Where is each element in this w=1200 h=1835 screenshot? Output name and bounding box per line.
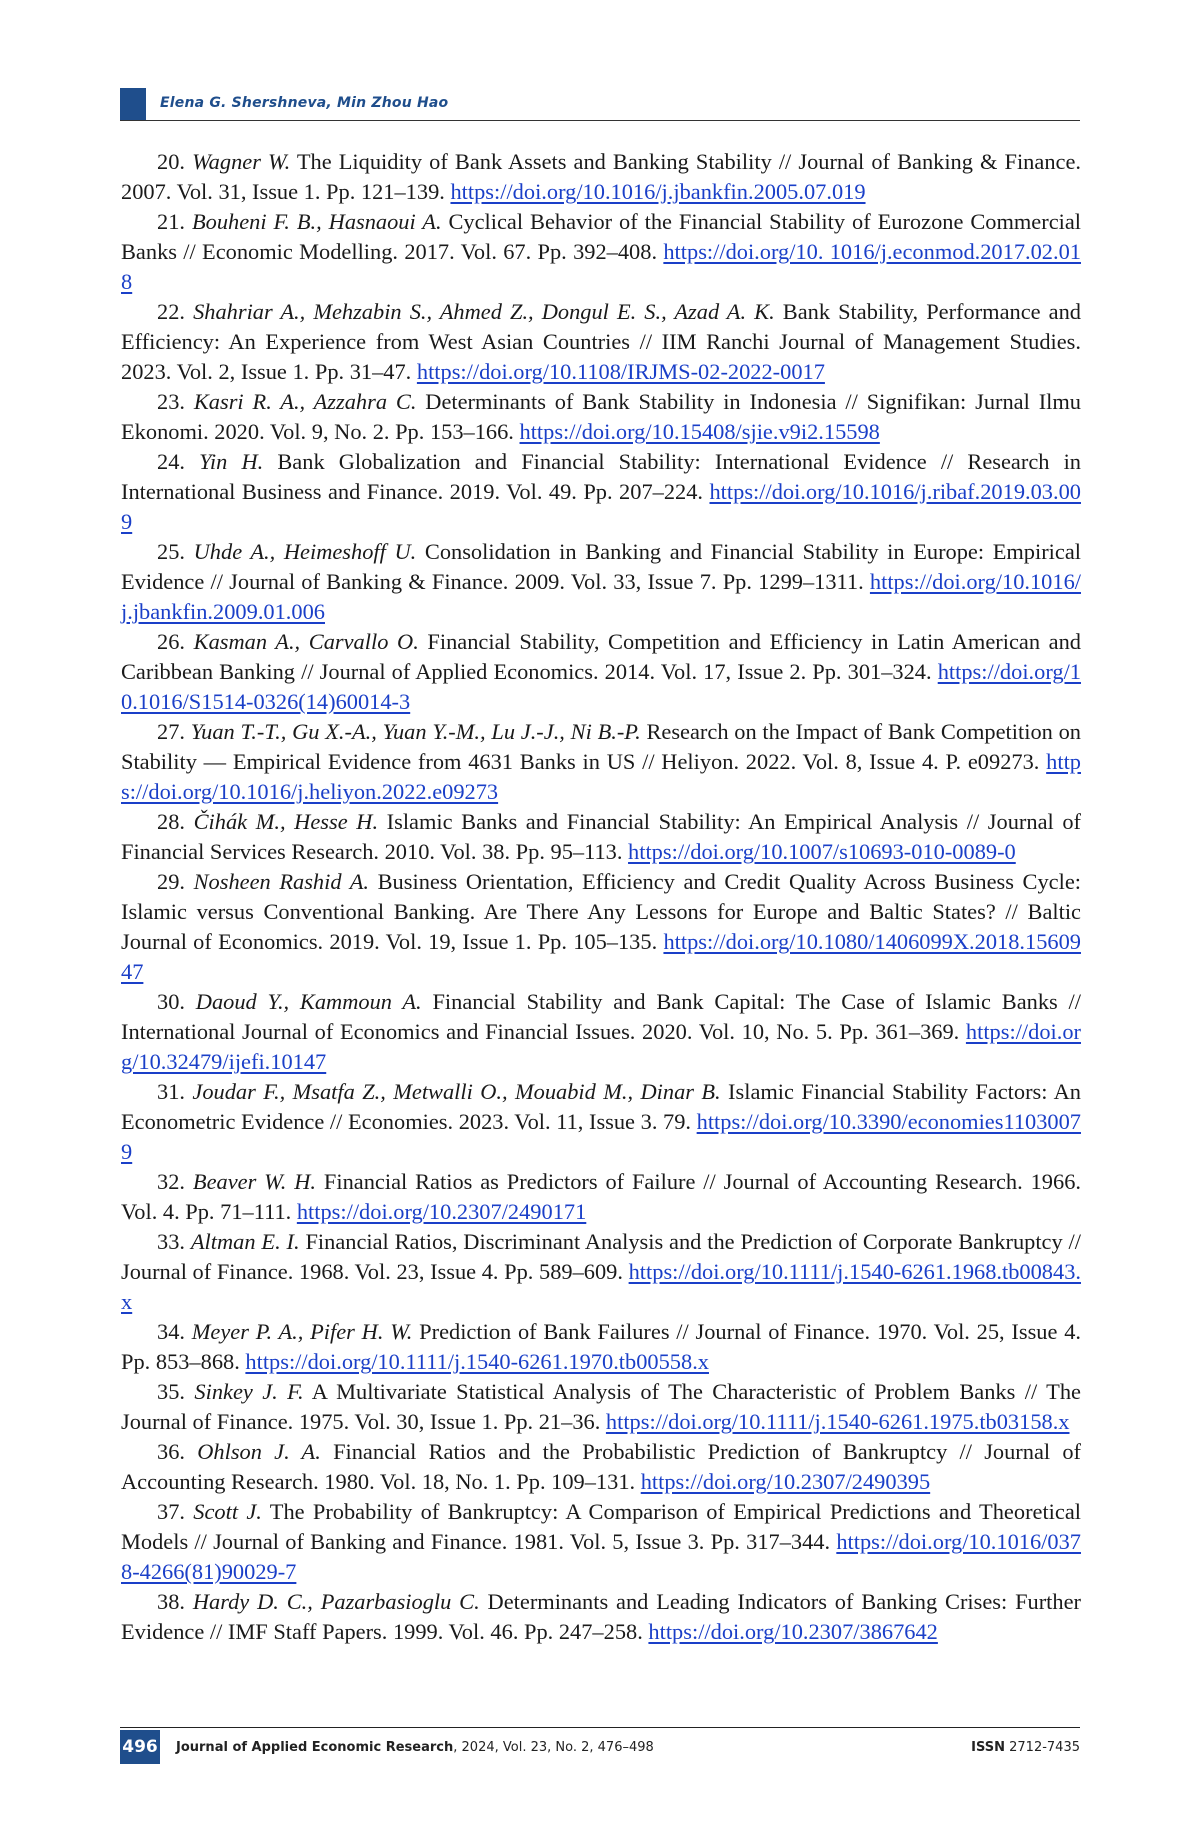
reference-number: 34.: [157, 1319, 185, 1344]
reference-authors: Kasman A., Carvallo O.: [193, 629, 419, 654]
reference-item: [121, 987, 1081, 1077]
reference-doi-link[interactable]: https://doi.org/10.1111/j.1540-6261.1968.tb00843.x: [121, 1259, 1081, 1314]
reference-number: 33.: [157, 1229, 185, 1254]
reference-number: 25.: [157, 539, 185, 564]
reference-item: [121, 147, 1081, 207]
reference-text: Consolidation in Banking and Financial Stability in Europe: Empirical Evidence // Journal of Banking & Finance. 2009. Vol. 33, Issue 7. Pp. 1299–1311.: [121, 539, 1081, 594]
reference-item: [121, 1077, 1081, 1167]
reference-number: 20.: [157, 149, 185, 174]
reference-authors: Yuan T.-T., Gu X.-A., Yuan Y.-M., Lu J.-J., Ni B.-P.: [190, 719, 641, 744]
reference-doi-link[interactable]: https://doi.org/10. 1016/j.econmod.2017.02.018: [121, 239, 1081, 294]
reference-authors: Čihák M., Hesse H.: [193, 809, 379, 834]
reference-number: 30.: [157, 989, 185, 1014]
reference-item: [121, 627, 1081, 717]
reference-authors: Altman E. I.: [190, 1229, 300, 1254]
reference-text: The Liquidity of Bank Assets and Banking Stability // Journal of Banking & Finance. 2007. Vol. 31, Issue 1. Pp. 121–139.: [121, 149, 1081, 204]
reference-item: [121, 447, 1081, 537]
reference-doi-link[interactable]: https://doi.org/10.1016/j.ribaf.2019.03.009: [121, 479, 1081, 534]
reference-item: [121, 1317, 1081, 1377]
footer-journal-name: Journal of Applied Economic Research: [176, 1740, 454, 1755]
reference-authors: Bouheni F. B., Hasnaoui A.: [191, 209, 442, 234]
reference-number: 21.: [157, 209, 185, 234]
reference-number: 38.: [157, 1589, 185, 1614]
footer-journal-details: , 2024, Vol. 23, No. 2, 476–498: [453, 1740, 654, 1755]
reference-doi-link[interactable]: https://doi.org/10.2307/3867642: [648, 1619, 938, 1644]
reference-authors: Sinkey J. F.: [194, 1379, 304, 1404]
reference-item: [121, 1377, 1081, 1437]
reference-number: 32.: [157, 1169, 185, 1194]
reference-item: [121, 1497, 1081, 1587]
reference-doi-link[interactable]: https://doi.org/10.1111/j.1540-6261.1970.tb00558.x: [245, 1349, 709, 1374]
reference-text: Prediction of Bank Failures // Journal of Finance. 1970. Vol. 25, Issue 4. Pp. 853–868.: [121, 1319, 1081, 1374]
reference-item: [121, 807, 1081, 867]
reference-item: [121, 1227, 1081, 1317]
reference-number: 37.: [157, 1499, 185, 1524]
reference-text: Financial Stability and Bank Capital: The Case of Islamic Banks // International Journal of Economics and Financial Issues. 2020. Vol. 10, No. 5. Pp. 361–369.: [121, 989, 1081, 1044]
reference-authors: Beaver W. H.: [192, 1169, 317, 1194]
reference-number: 23.: [157, 389, 185, 414]
reference-text: Determinants of Bank Stability in Indonesia // Signifikan: Jurnal Ilmu Ekonomi. 2020. Vol. 9, No. 2. Pp. 153–166.: [121, 389, 1081, 444]
header-authors: Elena G. Shershneva, Min Zhou Hao: [160, 95, 449, 111]
reference-number: 22.: [157, 299, 185, 324]
reference-doi-link[interactable]: https://doi.org/10.1111/j.1540-6261.1975.tb03158.x: [605, 1409, 1070, 1434]
reference-number: 24.: [157, 449, 185, 474]
footer-issn: [971, 1740, 1080, 1755]
reference-item: [121, 297, 1081, 387]
reference-authors: Wagner W.: [192, 149, 291, 174]
reference-doi-link[interactable]: https://doi.org/10.1016/j.jbankfin.2005.07.019: [450, 179, 866, 204]
reference-doi-link[interactable]: https://doi.org/10.1016/0378-4266(81)90029-7: [121, 1529, 1081, 1584]
reference-number: 26.: [157, 629, 185, 654]
header-accent-block: [120, 88, 146, 120]
reference-doi-link[interactable]: https://doi.org/10.1016/S1514-0326(14)60014-3: [121, 659, 1081, 714]
reference-doi-link[interactable]: https://doi.org/10.1108/IRJMS-02-2022-0017: [416, 359, 825, 384]
footer-journal-info: [176, 1740, 654, 1755]
reference-text: Bank Stability, Performance and Efficiency: An Experience from West Asian Countries // IIM Ranchi Journal of Management Studies. 2023. Vol. 2, Issue 1. Pp. 31–47.: [121, 299, 1081, 384]
reference-authors: Joudar F., Msatfa Z., Metwalli O., Mouabid M., Dinar B.: [192, 1079, 721, 1104]
reference-item: [121, 537, 1081, 627]
reference-doi-link[interactable]: https://doi.org/10.15408/sjie.v9i2.15598: [519, 419, 880, 444]
reference-authors: Scott J.: [193, 1499, 262, 1524]
reference-doi-link[interactable]: https://doi.org/10.1016/j.jbankfin.2009.01.006: [121, 569, 1081, 624]
reference-text: Islamic Financial Stability Factors: An Econometric Evidence // Economies. 2023. Vol. 11, Issue 3. 79.: [121, 1079, 1081, 1134]
reference-text: Islamic Banks and Financial Stability: An Empirical Analysis // Journal of Financial Services Research. 2010. Vol. 38. Pp. 95–113.: [121, 809, 1081, 864]
reference-authors: Kasri R. A., Azzahra C.: [193, 389, 417, 414]
reference-item: [121, 867, 1081, 987]
page-number: 496: [120, 1730, 160, 1764]
reference-text: Financial Ratios and the Probabilistic Prediction of Bankruptcy // Journal of Accounting Research. 1980. Vol. 18, No. 1. Pp. 109–131.: [121, 1439, 1081, 1494]
reference-doi-link[interactable]: https://doi.org/10.1016/j.heliyon.2022.e09273: [121, 749, 1081, 804]
reference-authors: Yin H.: [199, 449, 264, 474]
reference-doi-link[interactable]: https://doi.org/10.1080/1406099X.2018.1560947: [121, 929, 1081, 984]
reference-number: 35.: [157, 1379, 185, 1404]
reference-item: [121, 717, 1081, 807]
reference-text: Business Orientation, Efficiency and Credit Quality Across Business Cycle: Islamic versus Conventional Banking. Are There Any Lessons for Europe and Baltic States? // Baltic Journal of Economics. 2019. Vol. 19, Issue 1. Pp. 105–135.: [121, 869, 1081, 954]
reference-number: 31.: [157, 1079, 185, 1104]
reference-text: Financial Stability, Competition and Efficiency in Latin American and Caribbean Banking // Journal of Applied Economics. 2014. Vol. 17, Issue 2. Pp. 301–324.: [121, 629, 1081, 684]
reference-text: Cyclical Behavior of the Financial Stability of Eurozone Commercial Banks // Economic Modelling. 2017. Vol. 67. Pp. 392–408.: [121, 209, 1082, 264]
reference-list: [121, 147, 1081, 1647]
running-header: [120, 88, 1080, 121]
reference-text: Financial Ratios as Predictors of Failure // Journal of Accounting Research. 1966. Vol. 4. Pp. 71–111.: [121, 1169, 1081, 1224]
reference-item: [121, 207, 1081, 297]
reference-item: [121, 1437, 1081, 1497]
reference-number: 27.: [157, 719, 185, 744]
reference-number: 29.: [157, 869, 185, 894]
reference-text: A Multivariate Statistical Analysis of The Characteristic of Problem Banks // The Journal of Finance. 1975. Vol. 30, Issue 1. Pp. 21–36.: [121, 1379, 1081, 1434]
reference-text: Bank Globalization and Financial Stability: International Evidence // Research in International Business and Finance. 2019. Vol. 49. Pp. 207–224.: [121, 449, 1081, 504]
reference-authors: Ohlson J. A.: [197, 1439, 321, 1464]
footer-issn-label: ISSN: [971, 1740, 1005, 1755]
reference-item: [121, 1587, 1081, 1647]
reference-doi-link[interactable]: https://doi.org/10.1007/s10693-010-0089-0: [628, 839, 1016, 864]
reference-text: Financial Ratios, Discriminant Analysis and the Prediction of Corporate Bankruptcy // Journal of Finance. 1968. Vol. 23, Issue 4. Pp. 589–609.: [121, 1229, 1081, 1284]
reference-item: [121, 387, 1081, 447]
reference-text: Determinants and Leading Indicators of Banking Crises: Further Evidence // IMF Staff Papers. 1999. Vol. 46. Pp. 247–258.: [121, 1589, 1081, 1644]
reference-number: 28.: [157, 809, 185, 834]
reference-doi-link[interactable]: https://doi.org/10.32479/ijefi.10147: [121, 1019, 1081, 1074]
reference-doi-link[interactable]: https://doi.org/10.2307/2490171: [296, 1199, 587, 1224]
reference-text: Research on the Impact of Bank Competition on Stability — Empirical Evidence from 4631 Banks in US // Heliyon. 2022. Vol. 8, Issue 4. P. e09273.: [121, 719, 1081, 774]
reference-item: [121, 1167, 1081, 1227]
reference-authors: Hardy D. C., Pazarbasioglu C.: [192, 1589, 480, 1614]
reference-number: 36.: [157, 1439, 185, 1464]
reference-text: The Probability of Bankruptcy: A Comparison of Empirical Predictions and Theoretical Models // Journal of Banking and Finance. 1981. Vol. 5, Issue 3. Pp. 317–344.: [121, 1499, 1081, 1554]
reference-doi-link[interactable]: https://doi.org/10.3390/economies11030079: [121, 1109, 1081, 1164]
reference-authors: Shahriar A., Mehzabin S., Ahmed Z., Dongul E. S., Azad A. K.: [193, 299, 775, 324]
footer-issn-number: 2712-7435: [1005, 1740, 1080, 1755]
reference-doi-link[interactable]: https://doi.org/10.2307/2490395: [640, 1469, 931, 1494]
reference-authors: Nosheen Rashid A.: [193, 869, 370, 894]
reference-authors: Daoud Y., Kammoun A.: [195, 989, 422, 1014]
page-footer: [120, 1727, 1080, 1764]
reference-authors: Meyer P. A., Pifer H. W.: [191, 1319, 413, 1344]
reference-authors: Uhde A., Heimeshoff U.: [193, 539, 417, 564]
